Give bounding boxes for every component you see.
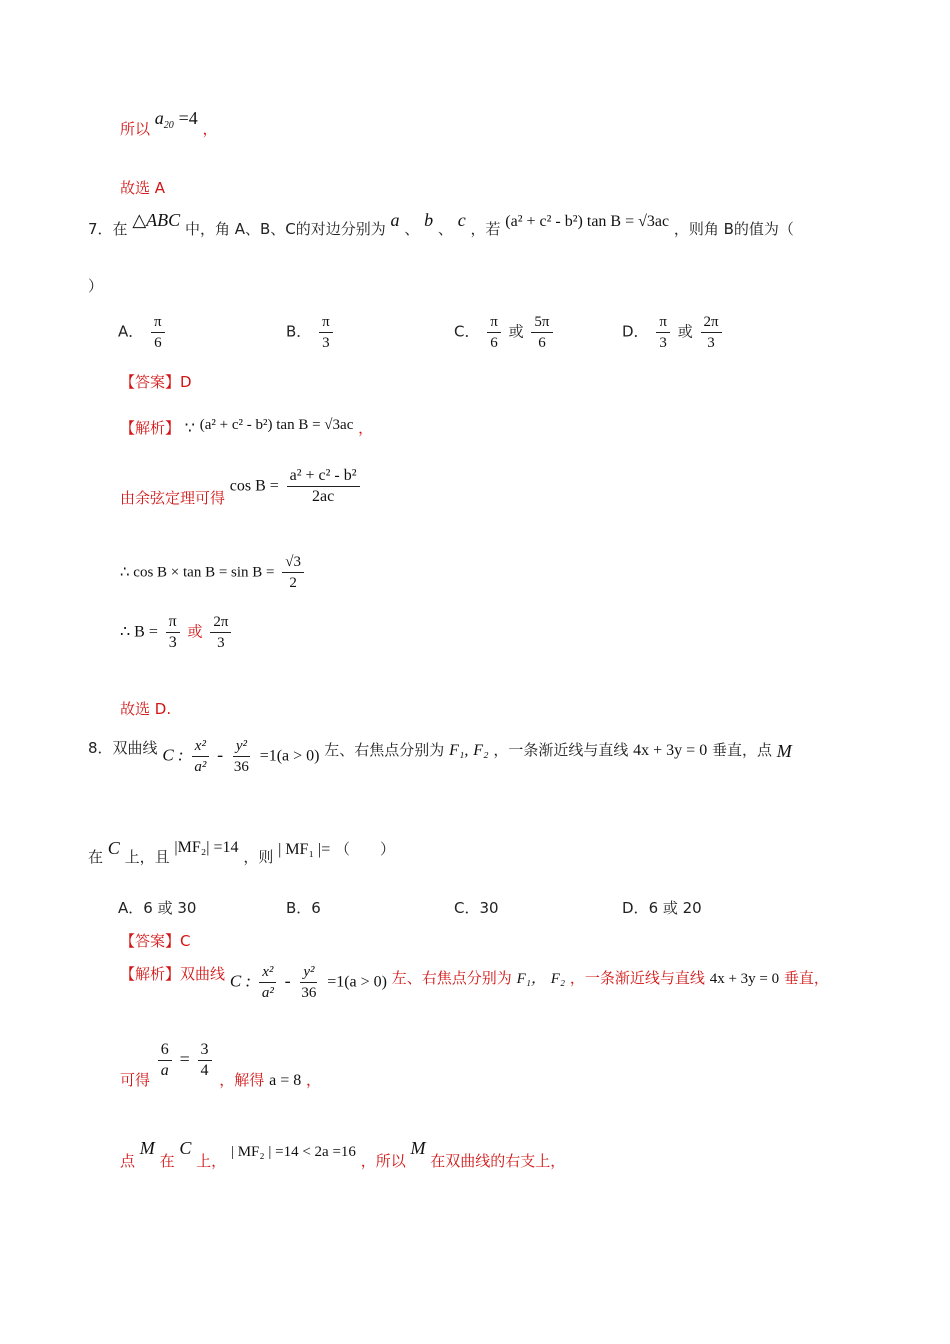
punct: ， [306,1070,322,1089]
fraction [231,736,252,777]
step-equation: (a² + c² - b²) tan B = √3ac [199,417,354,433]
numerator: a² + c² - b² [287,466,360,487]
text: 左、右焦点分别为 [324,740,445,759]
q8-option-c[interactable] [454,897,499,918]
ask-equation: | MF₁ |= [278,841,331,858]
curve-c: C [107,838,120,858]
denominator: 4 [200,1062,209,1079]
numerator: π [487,312,501,333]
fraction [158,1040,172,1081]
fraction [319,312,333,353]
fraction [151,312,165,353]
q7-final: 故选 D. [120,700,172,718]
denominator: 3 [217,635,225,651]
numerator: π [656,312,670,333]
option-label: B． [286,899,312,917]
text: 在 [159,1152,175,1170]
math-eq: =4 [178,108,198,128]
question-8-stem-line2 [88,838,396,866]
option-text: 6 [311,899,321,917]
answer-tag: 【答案】 [120,373,181,391]
numerator: π [151,312,165,333]
math-lhs: ∴ cos B × tan B = sin B = [120,564,275,581]
answer-tag: 【答案】 [120,932,181,950]
choice-line: 故选 A [120,179,166,197]
text: ，若 [470,220,501,238]
q7-analysis-line1 [120,418,373,439]
text: 垂直， [783,968,829,987]
punct: ， [358,419,374,437]
text: ， [202,120,218,138]
text: 上，且 [124,848,170,866]
answer-value: D [180,373,192,391]
denominator: 36 [233,759,249,775]
fraction [198,1040,212,1081]
text: 上， [196,1152,227,1170]
option-label: D． [622,899,649,917]
numerator: π [319,312,333,333]
denominator: 3 [659,335,667,351]
question-number: 8．双曲线 [88,738,158,757]
because-symbol: ∵ [184,420,195,437]
fraction [166,612,180,653]
focus-f2: F₂ [550,970,566,987]
var-b: b [424,210,434,230]
condition-equation: (a² + c² - b²) tan B = √3ac [505,213,670,230]
minus: - [217,744,224,765]
numerator: 2π [701,312,722,333]
numerator: √3 [282,552,304,573]
q8-answer [120,931,191,951]
point-m: M [410,1138,426,1158]
text: 在 [88,848,104,866]
line-equation: 4x + 3y = 0 [633,741,708,759]
denominator: 2 [289,575,297,591]
blank-paren: （ ） [335,840,396,858]
fraction [191,736,209,777]
focus-f1: F₁, [449,741,469,759]
text: 点 [120,1152,136,1170]
denominator: 3 [322,335,330,351]
option-label: D． [622,322,649,341]
question-7-stem [88,210,794,240]
numerator: x² [259,962,276,983]
fraction [487,312,501,353]
text: 由余弦定理可得 [120,488,226,507]
numerator: y² [300,962,317,983]
numerator: 6 [158,1040,172,1061]
option-label: C． [454,899,480,917]
text: 左、右焦点分别为 [391,968,512,987]
option-d[interactable] [622,312,725,353]
denominator: 6 [490,335,498,351]
option-label: A． [118,322,144,341]
numerator: 2π [210,612,231,633]
text: ，则 [243,848,274,866]
condition-equation: |MF₂| =14 [174,839,239,856]
option-c[interactable] [454,312,556,353]
q8-analysis-line1 [120,962,829,1003]
q8-option-d[interactable] [622,897,702,918]
separator: 、 [437,220,453,238]
option-label: A． [118,899,144,917]
denominator: a² [261,985,274,1001]
math-lhs: C : [162,745,184,765]
var-a: a [390,210,400,230]
q8-analysis-line3 [120,1138,566,1170]
text: ，解得 [219,1070,265,1089]
text: 可得 [120,1070,151,1089]
fraction [210,612,231,653]
q7-analysis-line2 [120,466,363,507]
separator: 、 [404,220,420,238]
option-text: 6 或 30 [143,899,197,917]
focus-f1: F₁， [516,970,546,987]
q7-analysis-line4 [120,612,234,653]
focus-f2: F₂ [473,741,489,759]
fraction [282,552,304,593]
q8-option-a[interactable] [118,897,196,918]
math-lhs: ∴ B = [120,623,158,641]
q8-analysis-line2 [120,1041,322,1089]
fraction [531,312,552,353]
question-7-close: ） [88,277,104,295]
numerator: 3 [198,1040,212,1061]
minus: - [284,970,291,991]
option-a[interactable] [118,312,168,353]
result: a = 8 [269,1071,302,1089]
numerator: 5π [531,312,552,333]
text: ，一条渐近线与直线 [569,968,705,987]
option-text: 6 或 20 [648,899,702,917]
question-number: 7．在 [88,220,128,238]
fraction [259,962,277,1003]
math-a [154,108,174,131]
text: 中，角 A、B、C的对边分别为 [184,220,386,238]
q7-answer [120,372,192,392]
text: ，则角 B的值为（ [673,220,794,238]
option-text: 30 [479,899,499,917]
numerator: y² [233,736,250,757]
var-c: c [457,210,466,230]
q7-analysis-line3 [120,552,307,593]
subscript: 20 [163,120,174,131]
math-lhs: C : [229,971,252,991]
or-text: 或 [677,322,693,341]
or-text: 或 [508,322,524,341]
curve-c: C [179,1138,192,1158]
fraction [298,962,319,1003]
denominator: 3 [707,335,715,351]
point-m: M [776,740,792,761]
denominator: 3 [168,634,177,651]
numerator: π [166,612,180,633]
math-lhs: cos B = [229,477,279,495]
denominator: 36 [301,985,317,1001]
option-label: C． [454,322,480,341]
math-rhs: =1(a > 0) [259,747,320,765]
numerator: x² [192,736,209,757]
option-label: B． [286,322,312,341]
triangle: △ABC [132,210,181,230]
denominator: 2ac [311,488,335,505]
denominator: 6 [538,335,546,351]
text: 所以 [120,120,151,138]
conclusion-line [120,108,218,146]
or-text: 或 [187,622,203,641]
denominator: 6 [154,335,162,351]
condition-equation: | MF₂ | =14 < 2a =16 [230,1144,356,1160]
fraction [701,312,722,353]
option-b[interactable] [286,312,336,353]
denominator: a [160,1062,169,1079]
math-rhs: =1(a > 0) [327,973,387,991]
var: a [154,108,164,128]
text: 在双曲线的右支上， [430,1152,566,1170]
answer-value: C [180,932,191,950]
equals: = [179,1048,190,1069]
point-m: M [139,1138,155,1158]
question-8-stem [88,736,792,777]
analysis-tag: 【解析】 [120,419,181,437]
analysis-tag: 【解析】 [120,964,181,983]
text: 双曲线 [180,964,226,983]
fraction [656,312,670,353]
text: 垂直，点 [711,740,772,759]
fraction [287,466,360,507]
denominator: a² [194,759,207,775]
q8-option-b[interactable] [286,897,321,918]
text: ，一条渐近线与直线 [493,740,629,759]
line-equation: 4x + 3y = 0 [709,970,780,987]
text: ，所以 [360,1152,406,1170]
